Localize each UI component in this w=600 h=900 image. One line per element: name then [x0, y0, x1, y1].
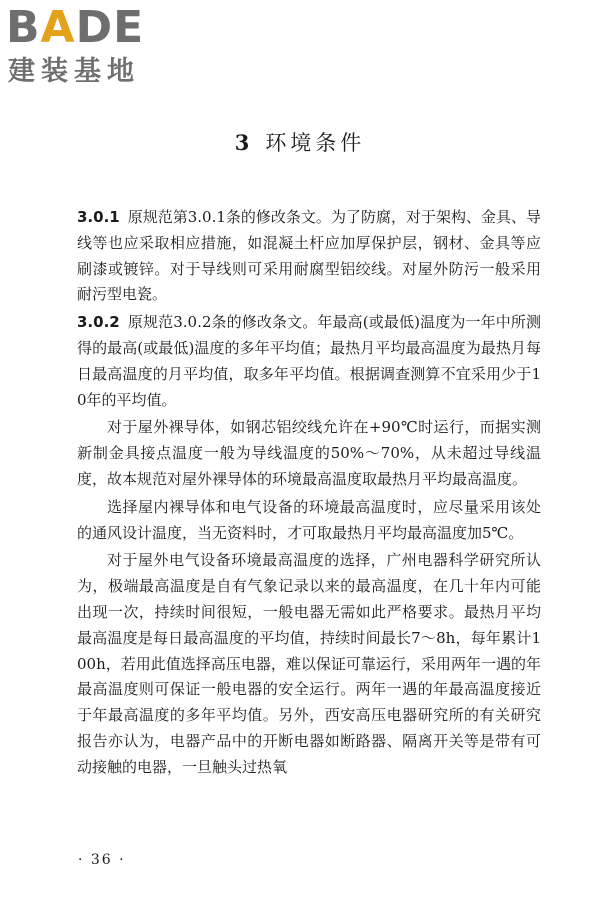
- chapter-title: [0, 128, 600, 158]
- logo-subtitle: 建装基地: [8, 56, 140, 87]
- logo-letter-b: B: [6, 2, 41, 53]
- clause-paragraph: [77, 205, 541, 308]
- brand-logo: [6, 4, 176, 90]
- logo-letters-de: DE: [75, 2, 145, 53]
- logo-letter-a: A: [40, 2, 76, 53]
- page-number: · 36 ·: [78, 852, 126, 868]
- body-paragraph: 对于屋外电气设备环境最高温度的选择，广州电器科学研究所认为，极端最高温度是自有气象记录以来的最高温度，在几十年内可能出现一次，持续时间很短，一般电器无需如此严格要求。最热月平均最高温度是每日最高温度的平均值，持续时间最长7～8h，每年累计100h，若用此值选择高压电器，难以保证可靠运行，采用两年一遇的年最高温度则可保证一般电器的安全运行。两年一遇的年最高温度接近于年最高温度的多年平均值。另外，西安高压电器研究所的有关研究报告亦认为，电器产品中的开断电器如断路器、隔离开关等是带有可动接触的电器，一旦触头过热氧: [77, 551, 541, 776]
- clause-number: 3.0.2: [77, 313, 120, 332]
- clause-text: 原规范3.0.2条的修改条文。年最高(或最低)温度为一年中所测得的最高(或最低)温度的多年平均值；最热月平均最高温度为最热月每日最高温度的月平均值，取多年平均值。根据调查测算不宜采用少于10年的平均值。: [77, 313, 541, 409]
- body-paragraph: 选择屋内裸导体和电气设备的环境最高温度时，应尽量采用该处的通风设计温度，当无资料时，才可取最热月平均最高温度加5℃。: [77, 497, 541, 542]
- clause-text: 原规范第3.0.1条的修改条文。为了防腐，对于架构、金具、导线等也应采取相应措施，如混凝土杆应加厚保护层，钢材、金具等应刷漆或镀锌。对于导线则可采用耐腐型铝绞线。对屋外防污一般采用耐污型电瓷。: [77, 208, 541, 304]
- clause-paragraph: [77, 310, 541, 413]
- chapter-title-text: 环境条件: [265, 131, 366, 155]
- clause-number: 3.0.1: [77, 208, 120, 226]
- body-paragraph: 对于屋外裸导体，如钢芯铝绞线允许在+90℃时运行，而据实测新制金具接点温度一般为导线温度的50%～70%，从未超过导线温度，故本规范对屋外裸导体的环境最高温度取最热月平均最高温度。: [77, 418, 541, 488]
- logo-wordmark: [6, 4, 144, 52]
- chapter-number: 3: [234, 130, 254, 155]
- document-body: [77, 205, 541, 783]
